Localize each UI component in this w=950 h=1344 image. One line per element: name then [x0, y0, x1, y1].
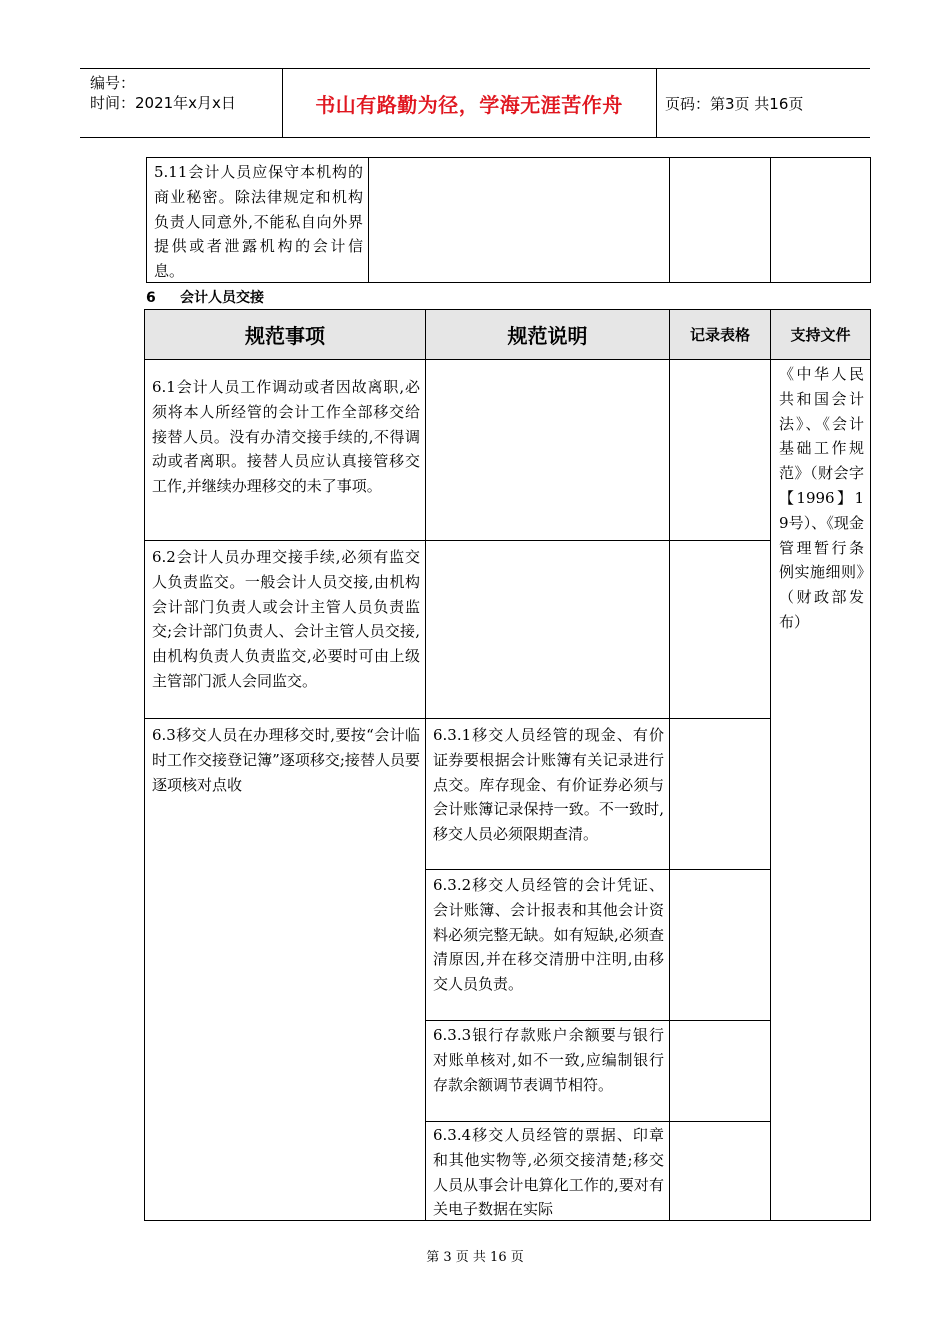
section-title: 会计人员交接 — [180, 290, 264, 306]
header-page-code: 页码：第3页 共16页 — [665, 94, 804, 113]
table-cell — [425, 540, 670, 719]
page-header — [80, 68, 870, 138]
header-meta — [90, 73, 236, 113]
col-header-support: 支持文件 — [770, 309, 871, 360]
row-6-3-4-text: 6.3.4移交人员经管的票据、印章和其他实物等,必须交接清楚;移交人员从事会计电算化工作的,要对有关电子数据在实际 — [433, 1126, 664, 1219]
page-footer: 第 3 页 共 16 页 — [426, 1250, 524, 1265]
col-header-records: 记录表格 — [669, 309, 771, 360]
section-heading — [146, 287, 264, 307]
table-cell — [669, 869, 771, 1021]
table-cell — [368, 157, 670, 283]
table-cell — [669, 157, 771, 283]
table-cell — [669, 718, 771, 870]
col-header-explanation: 规范说明 — [425, 309, 670, 360]
number-label: 编号： — [90, 74, 136, 92]
table-cell — [669, 540, 771, 719]
row-5-11-text: 5.11会计人员应保守本机构的商业秘密。除法律规定和机构负责人同意外,不能私自向外界提供或者泄露机构的会计信息。 — [154, 163, 363, 281]
col-header-item: 规范事项 — [144, 309, 426, 360]
row-6-1-text: 6.1会计人员工作调动或者因故离职,必须将本人所经管的会计工作全部移交给接替人员。没有办清交接手续的,不得调动或者离职。接替人员应认真接管移交工作,并继续办理移交的未了事项。 — [152, 378, 420, 496]
time-label: 时间：2021年x月x日 — [90, 94, 236, 112]
support-docs-text: 《中华人民共和国会计法》、《会计基础工作规范》（财会字【1996】19号）、《现金管理暂行条例实施细则》（财政部发布） — [779, 365, 864, 631]
section-number: 6 — [146, 290, 156, 306]
table-cell — [425, 359, 670, 541]
row-6-2-text: 6.2会计人员办理交接手续,必须有监交人负责监交。一般会计人员交接,由机构会计部门负责人或会计主管人员负责监交;会计部门负责人、会计主管人员交接,由机构负责人负责监交,必要时可由上级主管部门派人会同监交。 — [152, 548, 420, 690]
table-cell — [669, 359, 771, 541]
header-motto: 书山有路勤为径，学海无涯苦作舟 — [315, 92, 623, 117]
row-6-3-3-text: 6.3.3银行存款账户余额要与银行对账单核对,如不一致,应编制银行存款余额调节表调节相符。 — [433, 1026, 664, 1094]
table-cell — [669, 1020, 771, 1122]
header-divider — [656, 69, 657, 137]
row-6-3-1-text: 6.3.1移交人员经管的现金、有价证券要根据会计账簿有关记录进行点交。库存现金、有价证券必须与会计账簿记录保持一致。不一致时,移交人员必须限期查清。 — [433, 726, 664, 844]
table-cell — [770, 157, 871, 283]
row-6-3-2-text: 6.3.2移交人员经管的会计凭证、会计账簿、会计报表和其他会计资料必须完整无缺。如有短缺,必须查清原因,并在移交清册中注明,由移交人员负责。 — [433, 876, 664, 994]
row-6-3-text: 6.3移交人员在办理移交时,要按“会计临时工作交接登记簿”逐项移交;接替人员要逐项核对点收 — [152, 726, 420, 794]
table-cell — [669, 1121, 771, 1221]
